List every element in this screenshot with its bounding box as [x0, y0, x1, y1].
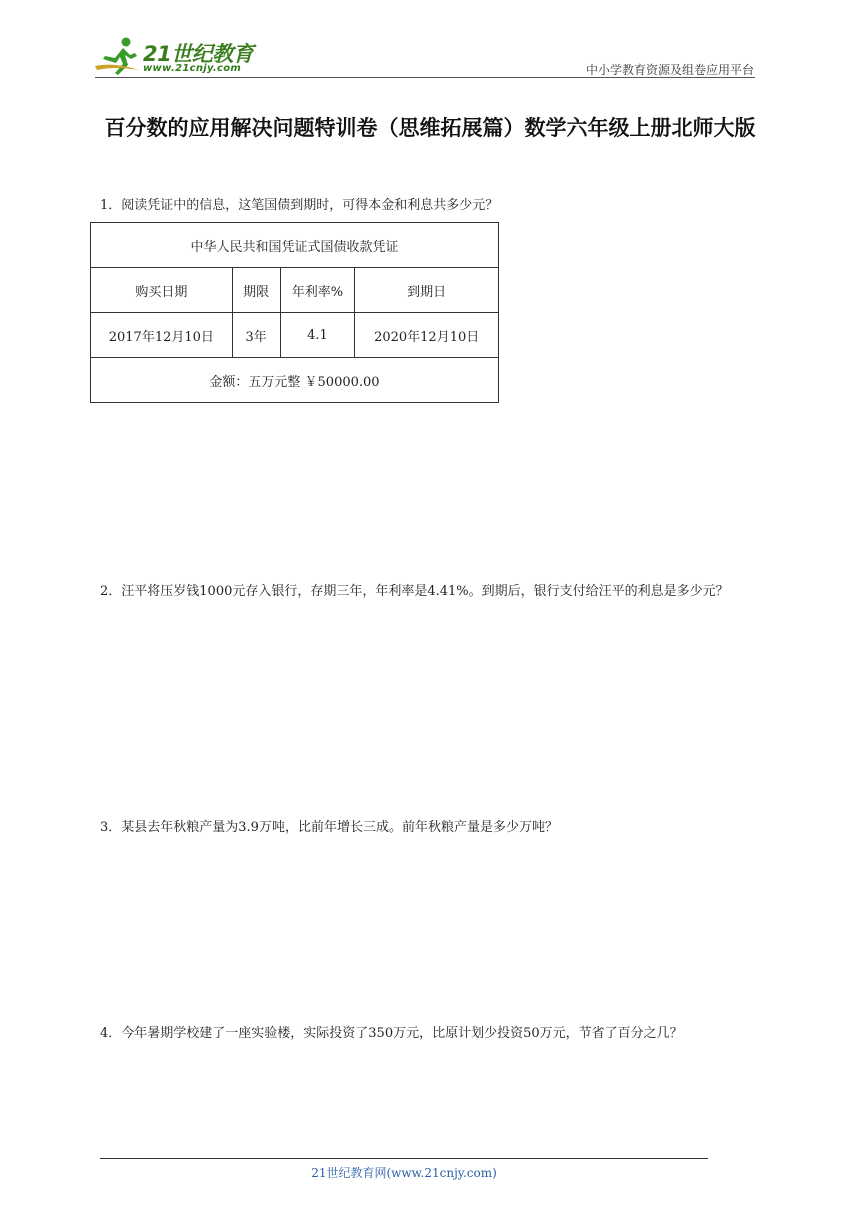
value-purchase-date: 2017年12月10日 [91, 313, 233, 358]
header-term: 期限 [232, 268, 280, 313]
footer-divider [100, 1158, 708, 1159]
voucher-value-row [91, 313, 499, 358]
value-rate: 4.1 [280, 313, 355, 358]
site-logo [93, 36, 263, 78]
footer-text: 21世纪教育网(www.21cnjy.com) [311, 1166, 497, 1180]
voucher-header-row [91, 268, 499, 313]
voucher-amount: 金额：五万元整 ￥50000.00 [91, 358, 499, 403]
platform-label: 中小学教育资源及组卷应用平台 [585, 63, 754, 77]
logo-text: 21世纪教育 [143, 42, 254, 66]
header-rate: 年利率% [280, 268, 355, 313]
question-3: 3．某县去年秋粮产量为3.9万吨，比前年增长三成。前年秋粮产量是多少万吨？ [100, 820, 558, 835]
page-title: 百分数的应用解决问题特训卷（思维拓展篇）数学六年级上册北师大版 [104, 116, 756, 140]
header-maturity: 到期日 [355, 268, 499, 313]
question-1: 1．阅读凭证中的信息，这笔国债到期时，可得本金和利息共多少元？ [100, 198, 499, 213]
question-2: 2．汪平将压岁钱1000元存入银行，存期三年，年利率是4.41%。到期后，银行支付给汪平的利息是多少元？ [100, 584, 729, 599]
value-term: 3年 [232, 313, 280, 358]
header-purchase-date: 购买日期 [91, 268, 233, 313]
question-4: 4．今年暑期学校建了一座实验楼，实际投资了350万元，比原计划少投资50万元，节省了百分之几？ [100, 1026, 683, 1041]
header-divider [95, 77, 755, 78]
voucher-title: 中华人民共和国凭证式国债收款凭证 [91, 223, 499, 268]
value-maturity: 2020年12月10日 [355, 313, 499, 358]
voucher-title-row [91, 223, 499, 268]
runner-icon [93, 36, 143, 78]
voucher-amount-row [91, 358, 499, 403]
voucher-table [90, 222, 499, 403]
logo-url: www.21cnjy.com [143, 63, 242, 74]
